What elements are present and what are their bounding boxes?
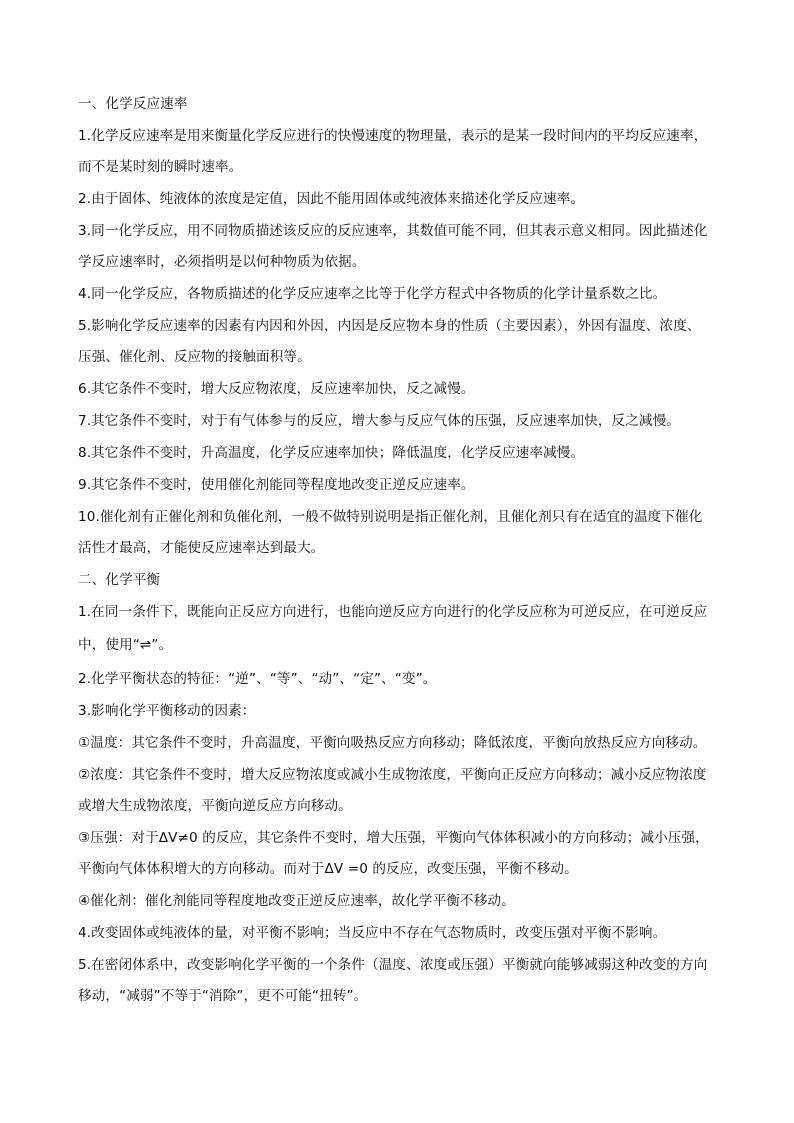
paragraph-2: 2.由于固体、纯液体的浓度是定值，因此不能用固体或纯液体来描述化学反应速率。 — [78, 191, 585, 207]
document-body — [78, 94, 720, 1006]
paragraph-5-line-1: 5.影响化学反应速率的因素有内因和外因，内因是反应物本身的性质（主要因素），外因有温度、浓度、 — [78, 318, 701, 334]
paragraph-7: 7.其它条件不变时，对于有气体参与的反应，增大参与反应气体的压强，反应速率加快，反之减慢。 — [78, 413, 680, 429]
eq-paragraph-2: 2.化学平衡状态的特征：“逆”、“等”、“动”、“定”、“变”。 — [78, 671, 437, 687]
paragraph-5-line-2: 压强、催化剂、反应物的接触面积等。 — [78, 349, 311, 365]
section-heading-chemical-equilibrium: 二、化学平衡 — [78, 572, 161, 588]
paragraph-1-line-1: 1.化学反应速率是用来衡量化学反应进行的快慢速度的物理量，表示的是某一段时间内的平均反应速率， — [78, 128, 708, 144]
paragraph-3-line-2: 学反应速率时，必须指明是以何种物质为依据。 — [78, 254, 366, 270]
paragraph-1-line-2: 而不是某时刻的瞬时速率。 — [78, 159, 243, 175]
eq-paragraph-1-line-1: 1.在同一条件下，既能向正反应方向进行，也能向逆反应方向进行的化学反应称为可逆反应，在可逆反应 — [78, 604, 708, 620]
paragraph-8: 8.其它条件不变时，升高温度，化学反应速率加快；降低温度，化学反应速率减慢。 — [78, 445, 585, 461]
eq-item-pressure-line-1: ③压强：对于ΔV≠0 的反应，其它条件不变时，增大压强，平衡向气体体积减小的方向移动；减小压强， — [78, 830, 709, 846]
paragraph-4: 4.同一化学反应，各物质描述的化学反应速率之比等于化学方程式中各物质的化学计量系数之比。 — [78, 286, 667, 302]
paragraph-9: 9.其它条件不变时，使用催化剂能同等程度地改变正逆反应速率。 — [78, 477, 475, 493]
eq-paragraph-3: 3.影响化学平衡移动的因素： — [78, 703, 256, 719]
paragraph-6: 6.其它条件不变时，增大反应物浓度，反应速率加快，反之减慢。 — [78, 381, 475, 397]
eq-item-concentration-line-1: ②浓度：其它条件不变时，增大反应物浓度或减小生成物浓度，平衡向正反应方向移动；减小反应物浓度 — [78, 767, 707, 783]
eq-item-concentration-line-2: 或增大生成物浓度，平衡向逆反应方向移动。 — [78, 798, 352, 814]
section-heading-reaction-rate: 一、化学反应速率 — [78, 96, 188, 112]
paragraph-10-line-2: 活性才最高，才能使反应速率达到最大。 — [78, 540, 325, 556]
eq-paragraph-5-line-1: 5.在密闭体系中，改变影响化学平衡的一个条件（温度、浓度或压强）平衡就向能够减弱这种改变的方向 — [78, 957, 708, 973]
eq-item-catalyst: ④催化剂：催化剂能同等程度地改变正逆反应速率，故化学平衡不移动。 — [78, 893, 515, 909]
paragraph-3-line-1: 3.同一化学反应，用不同物质描述该反应的反应速率，其数值可能不同，但其表示意义相同。因此描述化 — [78, 223, 708, 239]
paragraph-10-line-1: 10.催化剂有正催化剂和负催化剂，一般不做特别说明是指正催化剂，且催化剂只有在适宜的温度下催化 — [78, 509, 703, 525]
eq-item-temperature: ①温度：其它条件不变时，升高温度，平衡向吸热反应方向移动；降低浓度，平衡向放热反应方向移动。 — [78, 735, 707, 751]
eq-item-pressure-line-2: 平衡向气体体积增大的方向移动。而对于ΔV =0 的反应，改变压强，平衡不移动。 — [78, 861, 578, 877]
eq-paragraph-5-line-2: 移动，“减弱”不等于“消除”，更不可能“扭转”。 — [78, 988, 368, 1004]
eq-paragraph-1-line-2: 中，使用“⇌”。 — [78, 637, 173, 653]
eq-paragraph-4: 4.改变固体或纯液体的量，对平衡不影响；当反应中不存在气态物质时，改变压强对平衡不影响。 — [78, 925, 667, 941]
